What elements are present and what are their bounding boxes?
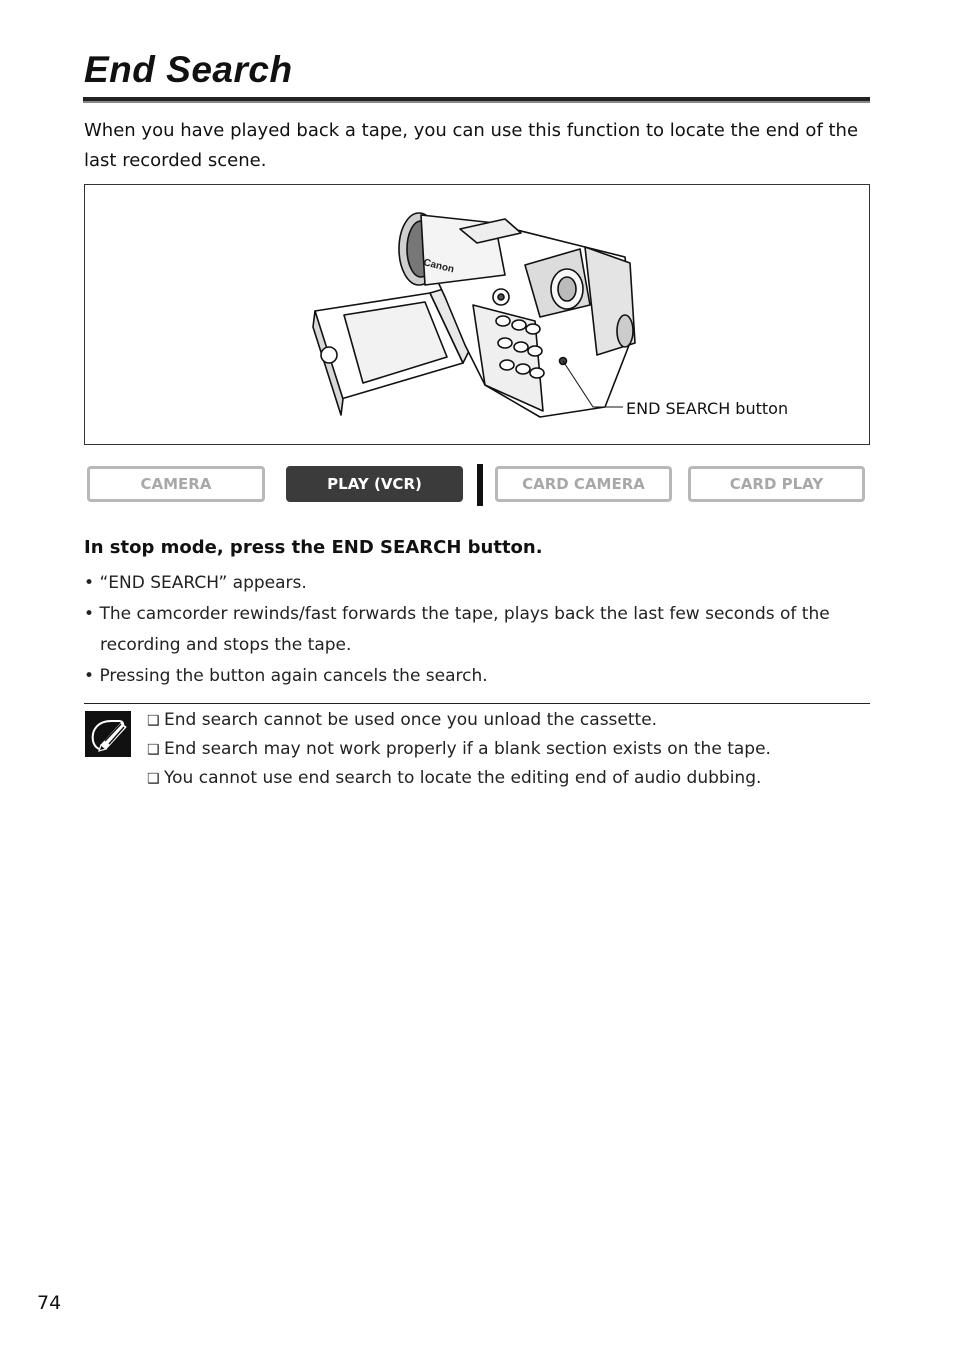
mode-separator [477,464,483,506]
mode-card-play [688,466,865,502]
brand-logo-text: Canon [422,257,456,276]
step-instruction: In stop mode, press the END SEARCH button. [84,537,543,558]
notes-list [147,706,771,793]
mode-camera-label: CAMERA [140,474,212,493]
mode-camera [87,466,265,502]
mode-card-play-label: CARD PLAY [729,474,824,493]
note-item: ❑ End search may not work properly if a blank section exists on the tape. [147,735,771,764]
page-title: End Search [84,49,293,90]
note-item: ❑ End search cannot be used once you unload the cassette. [147,706,771,735]
bullet-item: • The camcorder rewinds/fast forwards the tape, plays back the last few seconds of the recording and stops the tape. [84,599,854,661]
mode-play-vcr [286,466,463,502]
step-bullets [84,568,854,692]
mode-play-vcr-label: PLAY (VCR) [327,474,422,493]
camcorder-figure [84,184,870,445]
pencil-note-icon [85,711,131,757]
note-item: ❑ You cannot use end search to locate the editing end of audio dubbing. [147,764,771,793]
end-search-callout: END SEARCH button [626,399,789,418]
intro-paragraph: When you have played back a tape, you can use this function to locate the end of the last recorded scene. [84,120,859,171]
notes-divider [84,703,870,704]
mode-card-camera-label: CARD CAMERA [522,474,645,493]
bullet-item: • Pressing the button again cancels the search. [84,661,854,692]
mode-card-camera [495,466,672,502]
bullet-item: • “END SEARCH” appears. [84,568,854,599]
page-number: 74 [37,1292,62,1314]
title-rule [83,97,870,103]
